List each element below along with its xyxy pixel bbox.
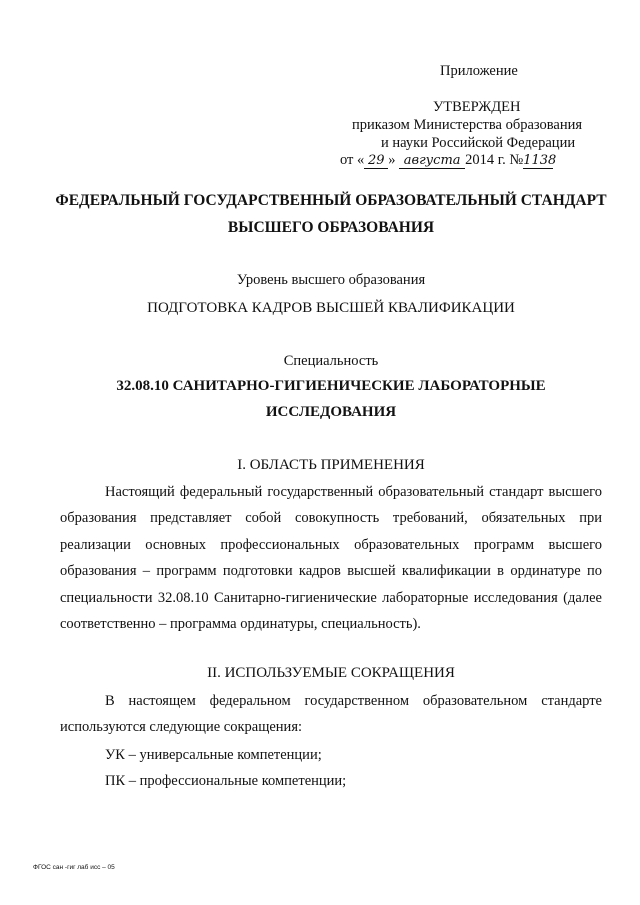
specialty-value-line2: ИССЛЕДОВАНИЯ	[265, 404, 397, 420]
date-mid: »	[388, 152, 396, 168]
education-level-label: Уровень высшего образования	[236, 272, 426, 288]
approved-label: УТВЕРЖДЕН	[433, 99, 521, 115]
education-level-value: ПОДГОТОВКА КАДРОВ ВЫСШЕЙ КВАЛИФИКАЦИИ	[147, 300, 515, 316]
abbreviation-item: ПК – профессиональные компетенции;	[105, 773, 347, 789]
section2-heading: II. ИСПОЛЬЗУЕМЫЕ СОКРАЩЕНИЯ	[207, 665, 455, 681]
specialty-label: Специальность	[283, 353, 379, 369]
handwritten-order-number: 1138	[523, 153, 557, 168]
specialty-value-line1: 32.08.10 САНИТАРНО-ГИГИЕНИЧЕСКИЕ ЛАБОРАТОРНЫЕ	[116, 378, 546, 394]
appendix-label: Приложение	[440, 63, 518, 79]
section2-intro: В настоящем федеральном государственном образовательном стандарте используются следующие сокращения:	[60, 693, 602, 736]
abbreviation-item: УК – универсальные компетенции;	[105, 747, 322, 763]
footer-code: ФГОС сан -гиг лаб исс – 05	[33, 864, 115, 871]
approval-date-line	[340, 151, 557, 169]
handwritten-day: 29	[364, 154, 388, 169]
handwritten-month: августа	[399, 154, 465, 169]
standard-title-line1: ФЕДЕРАЛЬНЫЙ ГОСУДАРСТВЕННЫЙ ОБРАЗОВАТЕЛЬНЫЙ СТАНДАРТ	[55, 192, 607, 209]
standard-title-line2: ВЫСШЕГО ОБРАЗОВАНИЯ	[227, 219, 435, 236]
section1-paragraph: Настоящий федеральный государственный образовательный стандарт высшего образования представляет собой совокупность требований, обязательных при реализации основных профессиональных образовательных программ высшего образования – программ подготовки кадров высшей квалификации в ординатуре по специальности 32.08.10 Санитарно-гигиенические лабораторные исследования (далее соответственно – программа ординатуры, специальность).	[60, 484, 602, 633]
approval-ministry-line: и науки Российской Федерации	[381, 135, 576, 151]
section1-heading: I. ОБЛАСТЬ ПРИМЕНЕНИЯ	[237, 457, 425, 473]
approval-order-line: приказом Министерства образования	[352, 117, 583, 133]
date-year: 2014 г. №	[465, 152, 524, 168]
date-prefix: от «	[340, 152, 365, 168]
